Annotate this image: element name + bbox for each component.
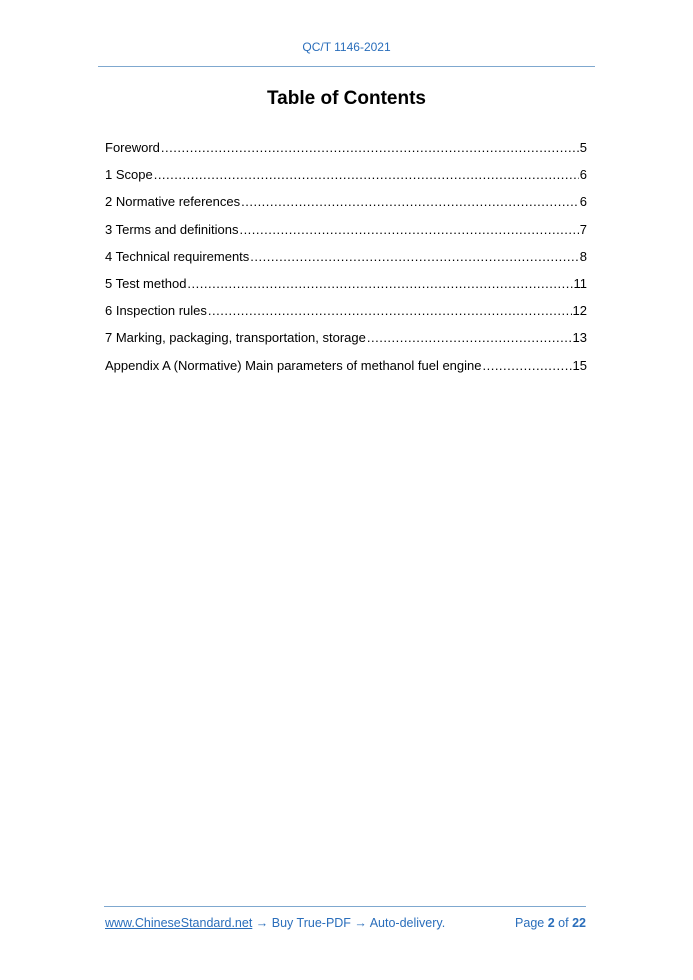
toc-entry-label: 6 Inspection rules [105,303,207,319]
running-header: QC/T 1146-2021 [302,40,391,54]
page-word: Page [515,916,545,930]
toc-entry-label: 7 Marking, packaging, transportation, storage [105,330,366,346]
toc-entry-page: 13 [572,330,587,346]
toc-entry-label: Foreword [105,140,160,155]
toc-entry-label: 2 Normative references [105,194,241,210]
toc-dot-leader [154,167,579,182]
footer-divider [104,906,586,907]
page-title: Table of Contents [266,88,427,109]
toc-entry-appendix-a[interactable] [105,358,587,385]
current-page-number: 2 [547,916,555,930]
website-link[interactable]: www.ChineseStandard.net [105,916,253,930]
table-of-contents [105,140,587,385]
footer-promo [105,916,445,930]
of-word: of [558,916,569,930]
toc-entry-terms-definitions[interactable] [105,222,587,249]
toc-dot-leader [239,222,578,237]
footer-promo-text: → Buy True-PDF → Auto-delivery. [252,916,446,930]
toc-dot-leader [161,140,579,155]
toc-entry-page: 6 [579,194,587,210]
toc-entry-normative-references[interactable] [105,194,587,221]
toc-dot-leader [241,194,579,209]
toc-entry-test-method[interactable] [105,276,587,303]
toc-entry-page: 11 [573,275,587,291]
toc-dot-leader [250,249,578,264]
toc-dot-leader [208,303,572,318]
toc-entry-label: 1 Scope [105,167,153,183]
toc-entry-page: 15 [572,357,587,373]
toc-entry-page: 6 [579,167,587,183]
toc-entry-foreword[interactable] [105,140,587,167]
toc-entry-page: 8 [579,248,587,264]
toc-entry-inspection-rules[interactable] [105,303,587,330]
toc-entry-page: 5 [579,140,587,155]
toc-entry-label: 3 Terms and definitions [105,221,239,237]
header-divider [98,66,595,67]
toc-entry-label: 5 Test method [105,275,187,291]
toc-entry-label: 4 Technical requirements [105,248,250,264]
total-page-count: 22 [572,916,586,930]
toc-entry-scope[interactable] [105,167,587,194]
toc-entry-technical-requirements[interactable] [105,249,587,276]
page-counter [515,916,586,930]
toc-dot-leader [187,276,572,291]
toc-entry-label: Appendix A (Normative) Main parameters of methanol fuel engine [105,357,482,373]
toc-entry-marking-packaging[interactable] [105,330,587,357]
toc-dot-leader [367,330,572,345]
toc-dot-leader [482,358,571,373]
page-footer [105,916,586,930]
toc-entry-page: 7 [579,221,587,237]
toc-entry-page: 12 [572,303,587,319]
